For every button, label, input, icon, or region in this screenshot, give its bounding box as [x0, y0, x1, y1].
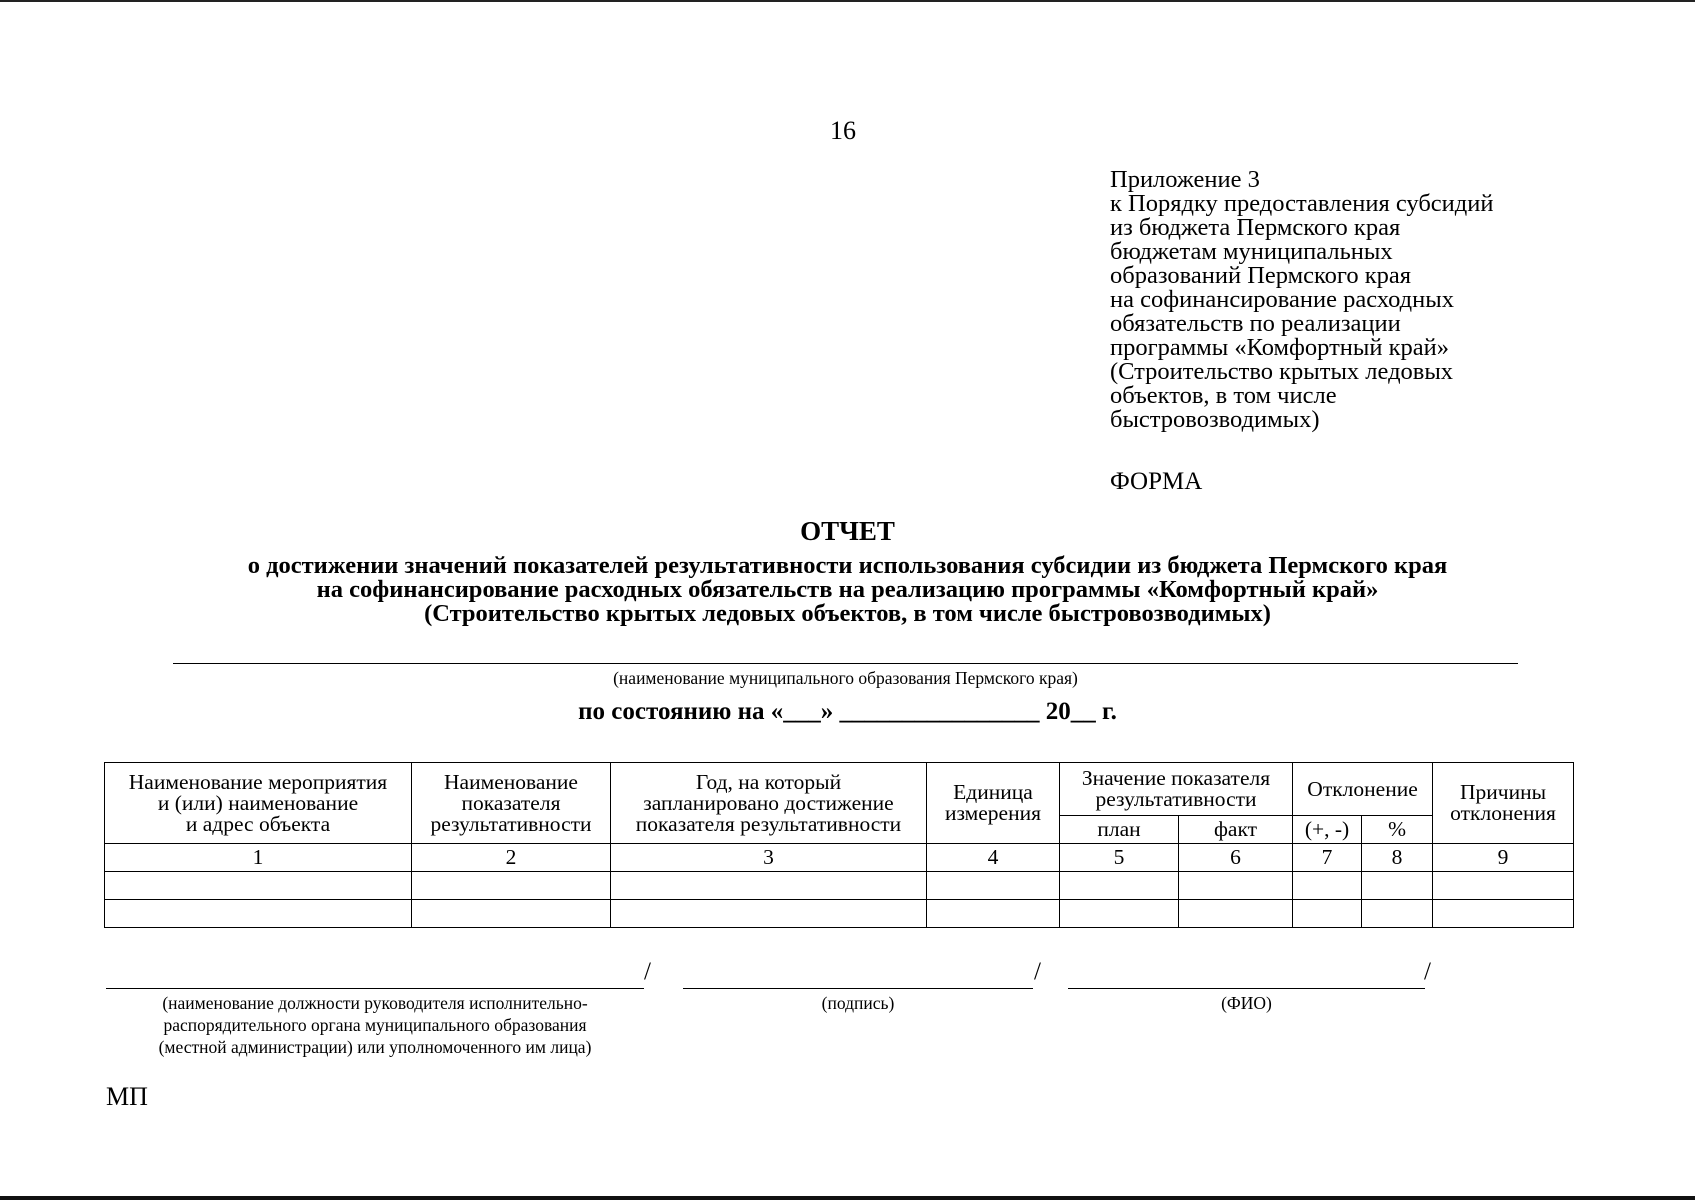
position-caption-line: распорядительного органа муниципального образования — [163, 1015, 587, 1035]
table-cell — [1293, 900, 1362, 928]
column-number: 1 — [105, 844, 412, 872]
column-number: 7 — [1293, 844, 1362, 872]
signature-separator: / — [1034, 958, 1041, 985]
municipality-caption: (наименование муниципального образования Пермского края) — [613, 668, 1078, 688]
table-cell — [1433, 872, 1574, 900]
column-number: 8 — [1362, 844, 1433, 872]
header-value — [1060, 763, 1293, 816]
position-caption-line: (наименование должности руководителя исполнительно- — [162, 993, 588, 1013]
header-text: Причины — [1460, 780, 1547, 804]
signature-separator: / — [644, 958, 651, 985]
full-name-line — [1068, 988, 1425, 989]
position-caption-line: (местной администрации) или уполномоченного им лица) — [158, 1037, 592, 1057]
table-cell — [1362, 900, 1433, 928]
table-cell — [1433, 900, 1574, 928]
scan-bottom-edge — [0, 1196, 1695, 1200]
header-text: результативности — [1095, 787, 1257, 811]
table-cell — [1179, 900, 1293, 928]
header-deviation-abs: (+, -) — [1293, 816, 1362, 844]
table-cell — [927, 900, 1060, 928]
header-indicator — [412, 763, 611, 844]
municipality-name-line — [173, 663, 1518, 664]
appendix-line: Приложение 3 — [1110, 166, 1260, 193]
appendix-line: объектов, в том числе — [1110, 382, 1337, 409]
header-text: запланировано достижение — [643, 790, 894, 815]
appendix-line: обязательств по реализации — [1110, 310, 1401, 337]
appendix-reference — [1110, 168, 1493, 432]
full-name-caption: (ФИО) — [1221, 993, 1272, 1013]
header-plan: план — [1060, 816, 1179, 844]
header-text: Единица — [953, 780, 1033, 804]
page-number: 16 — [830, 116, 856, 145]
table-cell — [1362, 872, 1433, 900]
header-text: и (или) наименование — [157, 790, 359, 815]
header-reasons — [1433, 763, 1574, 844]
header-text: Значение показателя — [1081, 766, 1271, 790]
appendix-line: бюджетам муниципальных — [1110, 238, 1393, 265]
report-table — [104, 762, 1574, 928]
position-caption — [106, 992, 644, 1058]
table-cell — [1179, 872, 1293, 900]
appendix-line: к Порядку предоставления субсидий — [1110, 190, 1494, 217]
appendix-line: на софинансирование расходных — [1110, 286, 1454, 313]
table-cell — [412, 872, 611, 900]
report-subtitle-line: на софинансирование расходных обязательств на реализацию программы «Комфортный край» — [316, 576, 1379, 603]
report-subtitle — [100, 554, 1595, 626]
table-cell — [412, 900, 611, 928]
appendix-line: быстровозводимых) — [1110, 406, 1320, 433]
column-number: 4 — [927, 844, 1060, 872]
report-subtitle-line: (Строительство крытых ледовых объектов, в том числе быстровозводимых) — [424, 600, 1271, 627]
table-cell — [611, 900, 927, 928]
header-text: показателя результативности — [635, 811, 902, 836]
column-number: 6 — [1179, 844, 1293, 872]
table-row-empty — [105, 872, 1574, 900]
header-text: отклонения — [1450, 801, 1556, 825]
header-fact: факт — [1179, 816, 1293, 844]
appendix-line: (Строительство крытых ледовых — [1110, 358, 1454, 385]
signature-caption: (подпись) — [821, 993, 895, 1013]
header-text: Наименование — [444, 769, 578, 794]
header-text: результативности — [430, 811, 592, 836]
appendix-line: из бюджета Пермского края — [1110, 214, 1401, 241]
appendix-line: образований Пермского края — [1110, 262, 1412, 289]
table-cell — [1060, 872, 1179, 900]
column-number: 5 — [1060, 844, 1179, 872]
scan-top-edge — [0, 0, 1695, 2]
header-text: показателя — [461, 790, 561, 815]
report-date-line: по состоянию на «___» ________________ 20__ г. — [578, 698, 1117, 725]
column-number: 9 — [1433, 844, 1574, 872]
table-cell — [105, 900, 412, 928]
report-subtitle-line: о достижении значений показателей результативности использования субсидии из бюджета Пермского края — [247, 552, 1448, 579]
table-cell — [105, 872, 412, 900]
header-event — [105, 763, 412, 844]
header-text: Год, на который — [695, 769, 842, 794]
header-text: измерения — [944, 801, 1042, 825]
header-deviation-pct: % — [1362, 816, 1433, 844]
table-cell — [1293, 872, 1362, 900]
header-text: Наименование мероприятия — [128, 769, 388, 794]
stamp-placeholder: МП — [106, 1082, 148, 1111]
form-label: ФОРМА — [1110, 468, 1203, 495]
column-number: 3 — [611, 844, 927, 872]
report-title: ОТЧЕТ — [800, 516, 895, 546]
appendix-line: программы «Комфортный край» — [1110, 334, 1449, 361]
column-number: 2 — [412, 844, 611, 872]
header-deviation: Отклонение — [1293, 763, 1433, 816]
signature-separator: / — [1424, 958, 1431, 985]
position-signature-line — [106, 988, 644, 989]
header-text: и адрес объекта — [185, 811, 331, 836]
header-unit — [927, 763, 1060, 844]
column-number-row — [105, 844, 1574, 872]
signature-line — [683, 988, 1033, 989]
table-cell — [1060, 900, 1179, 928]
header-year — [611, 763, 927, 844]
table-cell — [927, 872, 1060, 900]
table-row-empty — [105, 900, 1574, 928]
table-cell — [611, 872, 927, 900]
